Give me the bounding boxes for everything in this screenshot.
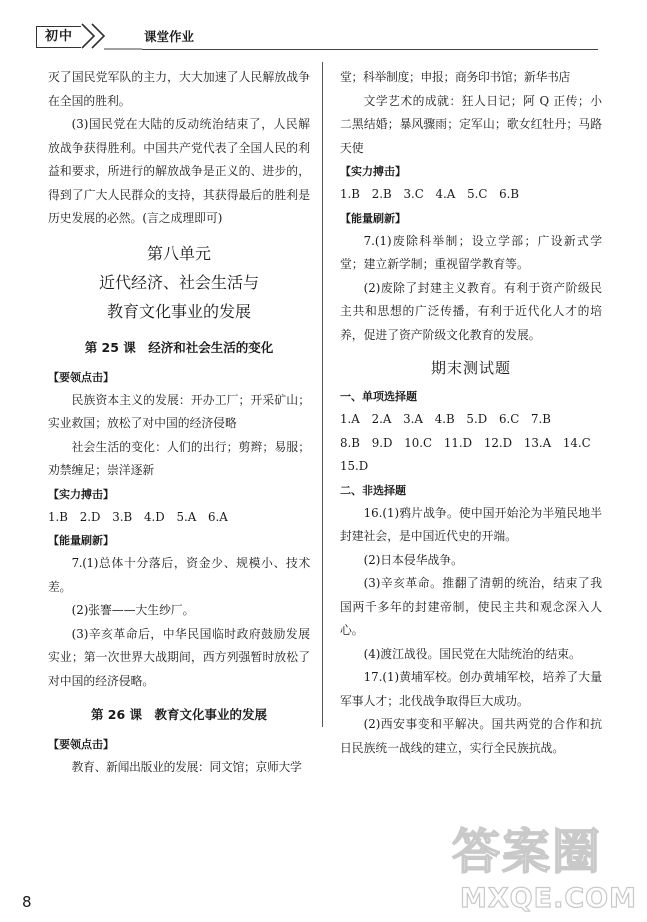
lesson-26-heading: 第 26 课 教育文化事业的发展 [90,707,268,722]
header-title: 课堂作业 [144,29,195,44]
watermark-text: 答案圈 [452,824,603,880]
paragraph: 民族资本主义的发展：开办工厂；开采矿山；实业救国；放松了对中国的经济侵略 [48,392,310,430]
paragraph: (2)张謇——大生纱厂。 [71,603,195,617]
level-tag: 初中 [36,26,81,48]
watermark-url: MXQE.COM [460,883,637,914]
page-header [36,16,598,52]
paragraph: 堂；科举制度；申报；商务印书馆；新华书店 [340,70,570,84]
paragraph: (2)废除了封建主义教育。有利于资产阶级民主共和思想的广泛传播，有利于近代化人才的培养，促进了资产阶级文化教育的发展。 [340,280,602,342]
paragraph: (3)辛亥革命后，中华民国临时政府鼓励发展实业；第一次世界大战期间，西方列强暂时放松了对中国的经济侵略。 [48,626,310,688]
paragraph: 灭了国民党军队的主力，大大加速了人民解放战争在全国的胜利。 [48,70,310,108]
double-chevron-icon [80,22,142,50]
paragraph: 教育、新闻出版业的发展：同文馆；京师大学 [71,760,302,774]
unit-title: 第八单元 [146,243,211,263]
answer-line: 1.A 2.A 3.A 4.B 5.D 6.C 7.B [340,412,551,426]
answer-line: 15.D [340,459,369,473]
paragraph: (3)辛亥革命。推翻了清朝的统治，结束了我国两千多年的封建帝制，使民主共和观念深入人心。 [340,576,602,637]
paragraph: (3)国民党在大陆的反动统治结束了，人民解放战争获得胜利。中国共产党代表了全国人民的利益和要求，所进行的解放战争是正义的、进步的，得到了广大人民群众的支持，其获得最后的胜利是历史发展的必然。(言之成理即可) [48,117,310,225]
paragraph: 社会生活的变化：人们的出行；剪辫；易服；劝禁缠足；崇洋逐新 [48,439,310,477]
page-number: 8 [22,893,32,911]
watermark-logo [452,822,647,922]
section-label: 【要领点击】 [48,738,114,751]
lesson-25-heading: 第 25 课 经济和社会生活的变化 [84,339,274,355]
header-rule [142,49,598,50]
answer-line: 1.B 2.D 3.B 4.D 5.A 6.A [48,509,228,524]
unit-subtitle-2: 教育文化事业的发展 [106,301,251,321]
paragraph: 17.(1)黄埔军校。创办黄埔军校，培养了大量军事人才；北伐战争取得巨大成功。 [340,670,602,708]
section-label: 【能量刷新】 [48,534,114,547]
left-column [48,66,310,780]
section-label: 【实力搏击】 [340,165,406,178]
answer-line: 8.B 9.D 10.C 11.D 12.D 13.A 14.C [340,435,591,450]
unit-heading [48,239,310,326]
column-divider [322,62,323,727]
paragraph: (2)西安事变和平解决。国共两党的合作和抗日民族统一战线的建立，实行全民族抗战。 [340,717,602,755]
paragraph: 7.(1)废除科举制；设立学部；广设新式学堂；建立新学制；重视留学教育等。 [340,233,602,271]
paragraph: (4)渡江战役。国民党在大陆统治的结束。 [363,646,581,661]
right-column [340,66,602,760]
part-label: 二、非选择题 [340,483,406,497]
section-label: 【实力搏击】 [48,487,114,501]
unit-subtitle-1: 近代经济、社会生活与 [98,272,259,292]
paragraph: (2)日本侵华战争。 [363,552,463,567]
answer-line: 1.B 2.B 3.C 4.A 5.C 6.B [340,187,520,201]
exam-title: 期末测试题 [430,359,511,377]
part-label: 一、单项选择题 [340,390,417,403]
section-label: 【要领点击】 [48,370,114,384]
paragraph: 7.(1)总体十分落后，资金少、规模小、技术差。 [48,556,310,594]
section-label: 【能量刷新】 [340,211,406,225]
paragraph: 文学艺术的成就：狂人日记；阿 Q 正传；小二黑结婚；暴风骤雨；定军山；歌女红牡丹；马路天使 [340,93,602,155]
paragraph: 16.(1)鸦片战争。使中国开始沦为半殖民地半封建社会，是中国近代史的开端。 [340,505,602,543]
